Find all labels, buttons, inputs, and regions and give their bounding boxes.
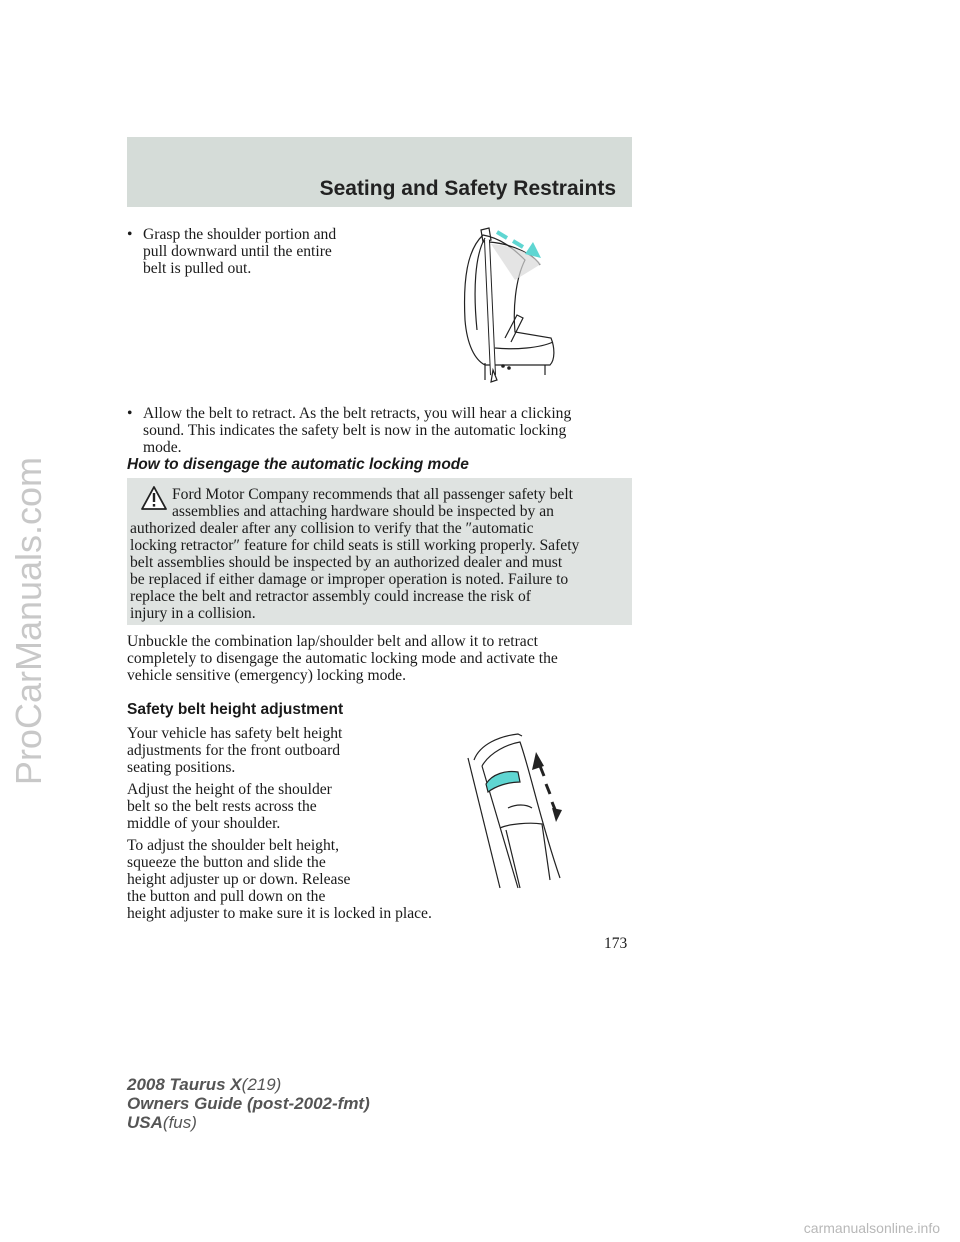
paragraph-height-intro [127, 725, 427, 776]
text-line: Ford Motor Company recommends that all passenger safety belt [172, 486, 574, 503]
warning-text-rest [130, 520, 630, 622]
warning-box [127, 478, 632, 625]
height-adjuster-illustration [460, 730, 580, 890]
warning-triangle-icon [141, 486, 167, 510]
warning-text-first [172, 486, 628, 520]
footer-line [127, 1094, 370, 1113]
text-line: belt so the belt rests across the [127, 798, 317, 815]
text-line: be replaced if either damage or improper operation is noted. Failure to [130, 571, 569, 588]
bottom-watermark: carmanualsonline.info [803, 1220, 940, 1236]
text-line: To adjust the shoulder belt height, [127, 837, 339, 854]
text-line: adjustments for the front outboard [127, 742, 341, 759]
text-line: authorized dealer after any collision to verify that the ″automatic [130, 520, 534, 537]
text-line: height adjuster to make sure it is locked in place. [127, 905, 432, 922]
paragraph-unbuckle [127, 633, 632, 684]
text-line: Adjust the height of the shoulder [127, 781, 332, 798]
paragraph-adjust-height [127, 781, 427, 832]
footer-market: USA [127, 1113, 163, 1132]
text-line: sound. This indicates the safety belt is now in the automatic locking [143, 422, 567, 439]
text-line: assemblies and attaching hardware should be inspected by an [172, 503, 554, 520]
text-line: seating positions. [127, 759, 236, 776]
page-number: 173 [604, 935, 628, 952]
footer-model-code: (219) [241, 1075, 282, 1094]
subheading-height-adjustment: Safety belt height adjustment [127, 701, 344, 718]
text-line: pull downward until the entire [143, 243, 332, 260]
bullet-text [143, 226, 336, 277]
bullet-marker: • [127, 226, 133, 243]
bullet-text [143, 405, 571, 456]
bullet-pull-belt [127, 226, 427, 280]
footer-market-code: (fus) [162, 1113, 197, 1132]
section-title: Seating and Safety Restraints [319, 177, 616, 200]
footer-guide: Owners Guide (post-2002-fmt) [127, 1094, 370, 1113]
footer-model: 2008 Taurus X [127, 1075, 242, 1094]
bullet-marker: • [127, 405, 133, 422]
text-line: the button and pull down on the [127, 888, 326, 905]
text-line: injury in a collision. [130, 605, 256, 622]
text-line: height adjuster up or down. Release [127, 871, 351, 888]
text-line: completely to disengage the automatic locking mode and activate the [127, 650, 558, 667]
footer-line [127, 1075, 370, 1094]
text-line: middle of your shoulder. [127, 815, 281, 832]
text-line: locking retractor″ feature for child seats is still working properly. Safety [130, 537, 580, 554]
subheading-disengage: How to disengage the automatic locking mode [127, 456, 469, 473]
text-line: vehicle sensitive (emergency) locking mode. [127, 667, 407, 684]
footer-line [127, 1113, 370, 1132]
text-line: replace the belt and retractor assembly could increase the risk of [130, 588, 531, 605]
text-line: mode. [143, 439, 182, 456]
text-line: Unbuckle the combination lap/shoulder belt and allow it to retract [127, 633, 538, 650]
text-line: Allow the belt to retract. As the belt retracts, you will hear a clicking [143, 405, 572, 422]
document-footer [127, 1075, 370, 1132]
side-watermark: ProCarManuals.com [8, 456, 49, 786]
text-line: belt is pulled out. [143, 260, 252, 277]
text-line: squeeze the button and slide the [127, 854, 326, 871]
bullet-retract-belt [127, 405, 632, 459]
seat-belt-pull-illustration [455, 220, 565, 390]
text-line: Your vehicle has safety belt height [127, 725, 343, 742]
text-line: Grasp the shoulder portion and [143, 226, 337, 243]
header-band [127, 137, 632, 207]
text-line: belt assemblies should be inspected by an authorized dealer and must [130, 554, 563, 571]
